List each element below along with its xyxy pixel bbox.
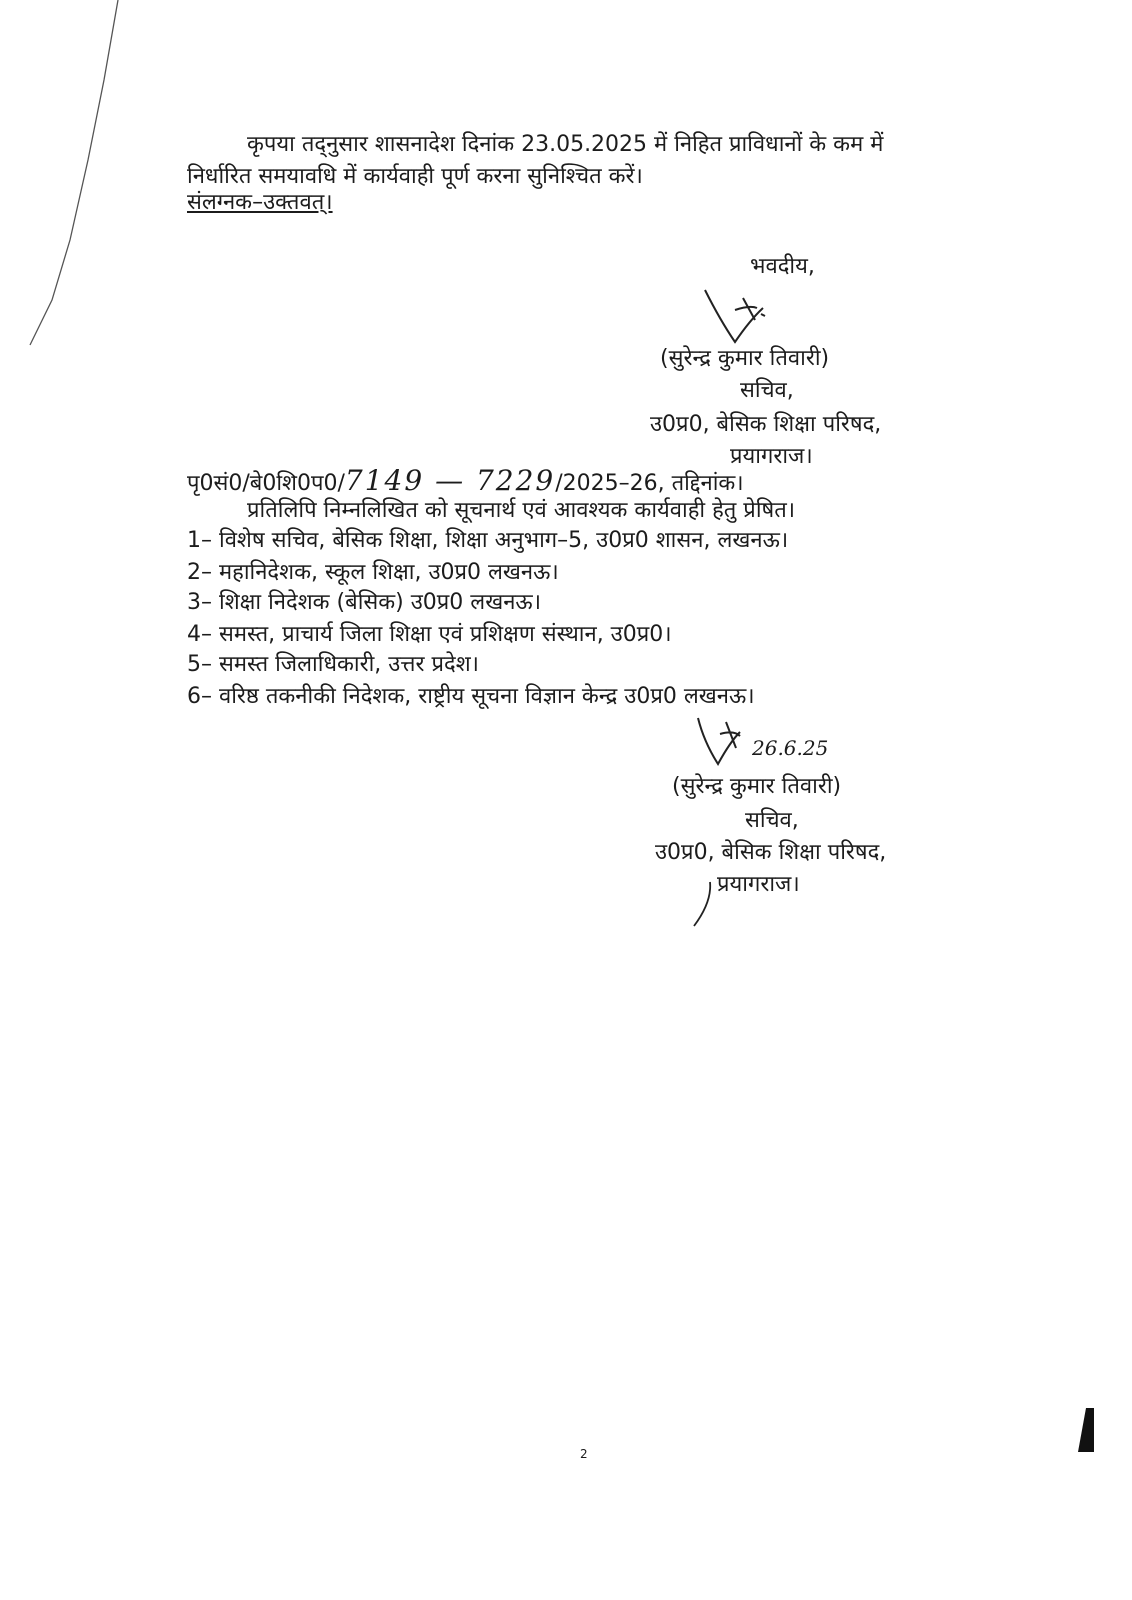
signatory-city: प्रयागराज। — [717, 872, 800, 897]
recipient-item: 1– विशेष सचिव, बेसिक शिक्षा, शिक्षा अनुभाग–5, उ0प्र0 शासन, लखनऊ। — [187, 528, 789, 553]
scan-edge-mark — [1072, 1408, 1094, 1452]
signatory-organization: उ0प्र0, बेसिक शिक्षा परिषद, — [650, 412, 882, 437]
closing-salutation: भवदीय, — [750, 254, 815, 279]
handwritten-date: 26.6.25 — [752, 736, 829, 760]
handwritten-signature-1 — [695, 280, 785, 350]
reference-line — [187, 466, 744, 499]
attachment-note: संलग्नक–उक्तवत्। — [187, 190, 333, 215]
body-paragraph-line-2: निर्धारित समयावधि में कार्यवाही पूर्ण करना सुनिश्चित करें। — [187, 164, 643, 189]
handwritten-signature-2 — [690, 712, 760, 772]
page-number: 2 — [580, 1447, 588, 1461]
recipient-item: 4– समस्त, प्राचार्य जिला शिक्षा एवं प्रशिक्षण संस्थान, उ0प्र0। — [187, 622, 672, 647]
pen-stroke-mark — [688, 880, 718, 930]
signatory-designation: सचिव, — [745, 808, 799, 833]
scan-edge-line — [0, 0, 140, 360]
recipient-item: 6– वरिष्ठ तकनीकी निदेशक, राष्ट्रीय सूचना विज्ञान केन्द्र उ0प्र0 लखनऊ। — [187, 684, 755, 709]
recipient-item: 2– महानिदेशक, स्कूल शिक्षा, उ0प्र0 लखनऊ। — [187, 560, 559, 585]
reference-prefix: पृ0सं0/बे0शि0प0/ — [187, 471, 345, 496]
signatory-designation: सचिव, — [740, 378, 794, 403]
signatory-organization: उ0प्र0, बेसिक शिक्षा परिषद, — [655, 840, 887, 865]
reference-suffix: /2025–26, तद्दिनांक। — [555, 471, 744, 496]
recipient-item: 3– शिक्षा निदेशक (बेसिक) उ0प्र0 लखनऊ। — [187, 590, 542, 615]
recipient-item: 5– समस्त जिलाधिकारी, उत्तर प्रदेश। — [187, 652, 479, 677]
handwritten-reference-number: 7149 — 7229 — [344, 464, 556, 497]
body-paragraph-line-1: कृपया तद्नुसार शासनादेश दिनांक 23.05.2025 में निहित प्राविधानों के कम में — [247, 132, 884, 157]
signatory-city: प्रयागराज। — [730, 444, 813, 469]
copy-intro: प्रतिलिपि निम्नलिखित को सूचनार्थ एवं आवश्यक कार्यवाही हेतु प्रेषित। — [247, 498, 796, 523]
signatory-name: (सुरेन्द्र कुमार तिवारी) — [660, 346, 830, 371]
signatory-name: (सुरेन्द्र कुमार तिवारी) — [672, 774, 842, 799]
